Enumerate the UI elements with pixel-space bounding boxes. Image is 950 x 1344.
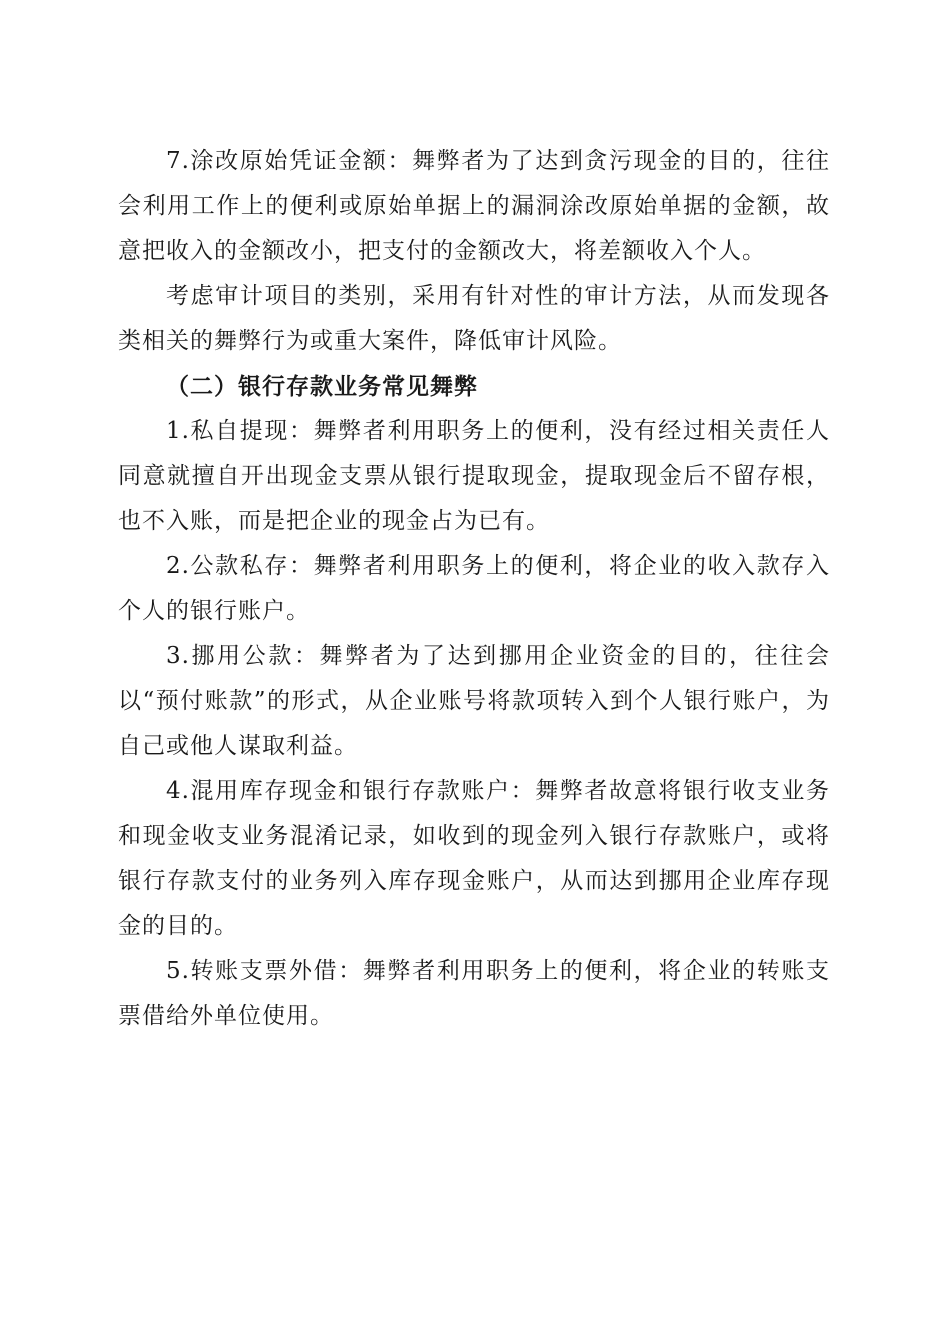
list-item: 1.私自提现：舞弊者利用职务上的便利，没有经过相关责任人同意就擅自开出现金支票从银行提取现金，提取现金后不留存根，也不入账，而是把企业的现金占为已有。	[118, 418, 830, 534]
list-item: 2.公款私存：舞弊者利用职务上的便利，将企业的收入款存入个人的银行账户。	[118, 553, 830, 624]
document-body	[118, 139, 830, 1039]
list-item: 4.混用库存现金和银行存款账户：舞弊者故意将银行收支业务和现金收支业务混淆记录，如收到的现金列入银行存款账户，或将银行存款支付的业务列入库存现金账户，从而达到挪用企业库存现金的目的。	[118, 778, 830, 939]
paragraph-item-7: 7.涂改原始凭证金额：舞弊者为了达到贪污现金的目的，往往会利用工作上的便利或原始单据上的漏洞涂改原始单据的金额，故意把收入的金额改小，把支付的金额改大，将差额收入个人。	[118, 148, 830, 264]
section-heading: （二）银行存款业务常见舞弊	[166, 373, 478, 400]
paragraph-audit-note: 考虑审计项目的类别，采用有针对性的审计方法，从而发现各类相关的舞弊行为或重大案件，降低审计风险。	[118, 283, 830, 354]
list-item: 5.转账支票外借：舞弊者利用职务上的便利，将企业的转账支票借给外单位使用。	[118, 958, 830, 1029]
list-item: 3.挪用公款：舞弊者为了达到挪用企业资金的目的，往往会以“预付账款”的形式，从企业账号将款项转入到个人银行账户，为自己或他人谋取利益。	[118, 643, 830, 759]
